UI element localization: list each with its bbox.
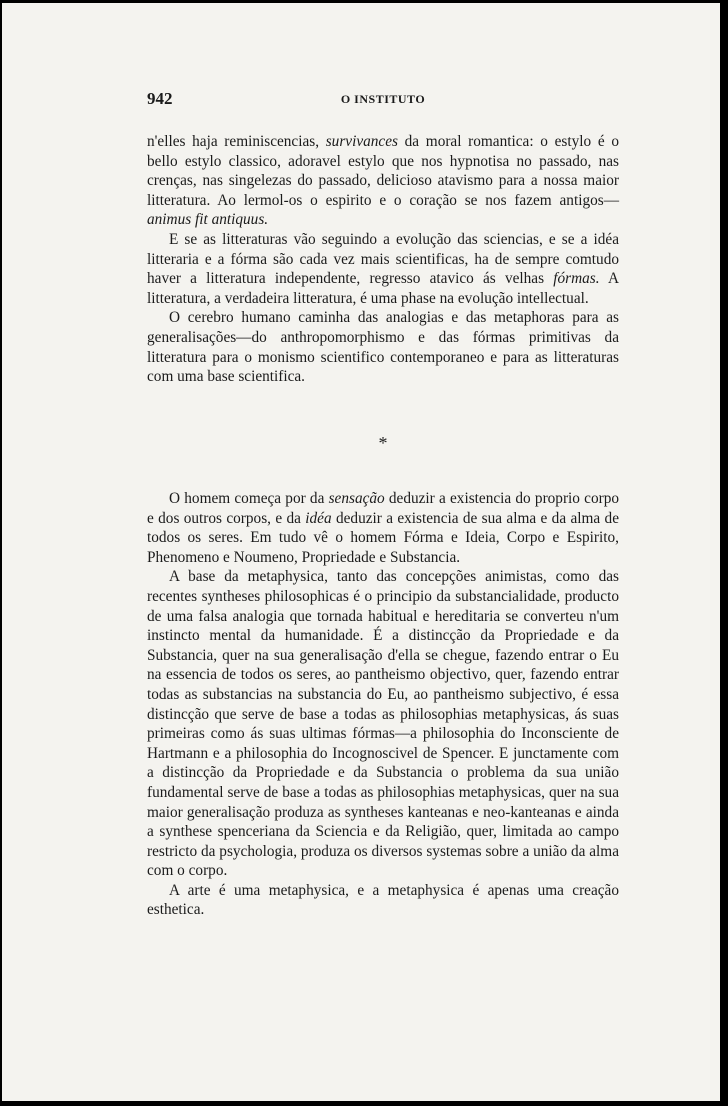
italic-term: fórmas. [553,270,600,288]
paragraph: A base da metaphysica, tanto das concepções animistas, como das recentes syntheses philosophicas é o principio da substancialidade, producto de uma falsa analogia que tornada habitual e hereditaria se converteu n'um instincto mental da humanidade. É a distincção da Propriedade e da Substancia, quer na sua generalisação d'ella se chegue, fazendo entrar o Eu na essencia de todos os seres, ao pantheismo objectivo, quer, fazendo entrar todas as substancias na substancia do Eu, ao pantheismo subjectivo, é essa distincção que serve de base a todas as philosophias metaphysicas, ás suas primeiras como ás suas ultimas fórmas—a philosophia do Inconsciente de Hartmann e a philosophia do Incognoscivel de Spencer. E junctamente com a distincção da Propriedade e da Substancia o problema da sua união fundamental serve de base a todas as philosophias metaphysicas, quer na sua maior generalisação produza as syntheses kanteanas e neo-kanteanas e ainda a synthese spenceriana da Sciencia e da Religião, quer, limitada ao campo restricto da psychologia, produza os diversos systemas sobre a união da alma com o corpo. [147,568,619,880]
paragraph-continuation: n'elles haja reminiscencias, survivances da moral romantica: o estylo é o bello estylo classico, adoravel estylo que nos hypnotisa no passado, nas crenças, nas singelezas do passado, delicioso atavismo para a nossa maior litteratura. Ao lermol-os o espirito e o coração se nos fazem antigos—animus fit antiquus. [147,133,619,229]
italic-term: idéa [305,509,332,527]
book-page [2,3,720,1101]
italic-term: survivances [325,133,398,150]
page-number: 942 [147,89,173,108]
text-section-2 [147,489,619,920]
italic-term: sensação [328,490,385,507]
paragraph: E se as litteraturas vão seguindo a evolução das sciencias, e se a idéa litteraria e a fórma são cada vez mais scientificas, ha de sempre comtudo haver a litteratura independente, regresso atavico ás velhas fórmas. A litteratura, a verdadeira litteratura, é uma phase na evolução intellectual. [147,230,619,307]
scan-border [720,0,728,1106]
italic-latin-phrase: animus fit antiquus. [147,211,269,229]
paragraph: A arte é uma metaphysica, e a metaphysica é apenas uma creação esthetica. [147,881,619,919]
running-title: O INSTITUTO [340,92,426,106]
paragraph: O homem começa por da sensação deduzir a existencia do proprio corpo e dos outros corpos, e da idéa deduzir a existencia de sua alma e da alma de todos os seres. Em tudo vê o homem Fórma e Ideia, Corpo e Espirito, Phenomeno e Noumeno, Propriedade e Substancia. [147,490,620,566]
paragraph: O cerebro humano caminha das analogias e das metaphoras para as generalisações—do anthropomorphismo e das fórmas primitivas da litteratura para o monismo scientifico contemporaneo e para as litteraturas com uma base scientifica. [147,309,619,386]
text-section-1 [147,132,619,387]
page-header [147,89,619,113]
section-separator: * [378,433,388,453]
